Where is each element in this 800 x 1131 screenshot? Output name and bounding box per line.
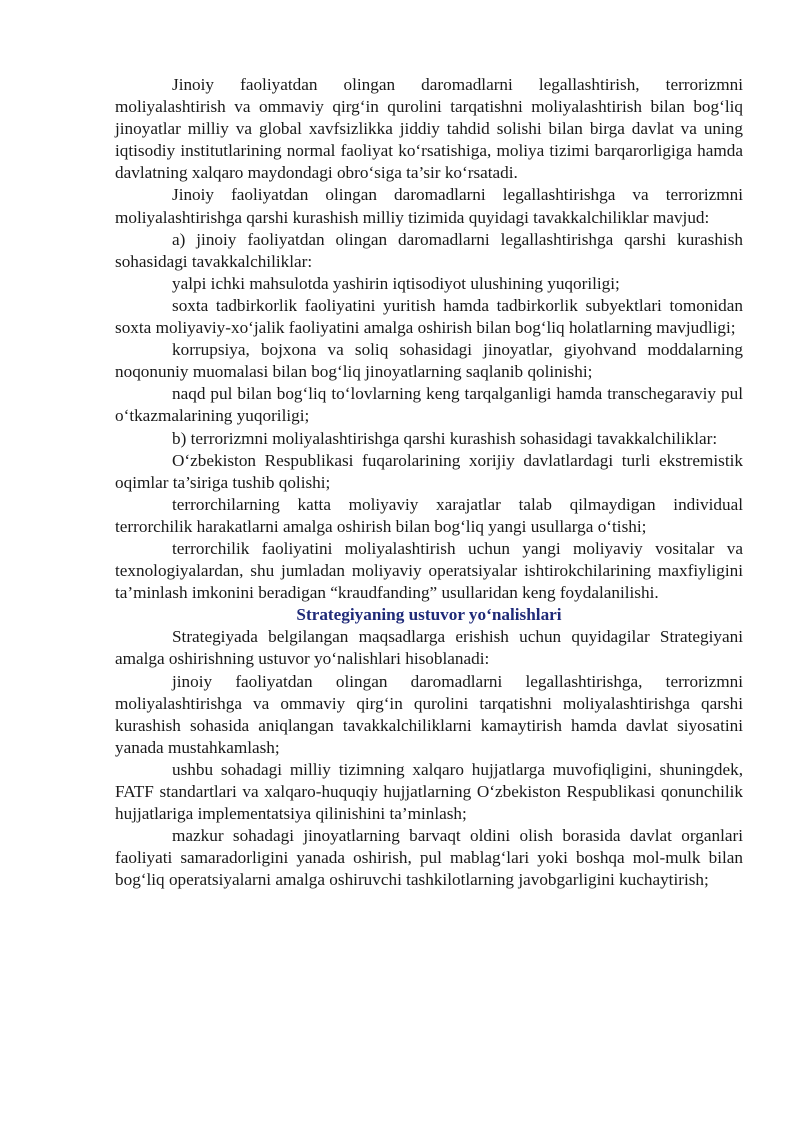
section-heading: Strategiyaning ustuvor yo‘nalishlari bbox=[296, 605, 562, 625]
list-item: soxta tadbirkorlik faoliyatini yuritish hamda tadbirkorlik subyektlari tomonidan soxta moliyaviy-xo‘jalik faoliyatini amalga oshirish bilan bog‘liq holatlarning mavjudligi; bbox=[115, 295, 743, 338]
paragraph: Jinoiy faoliyatdan olingan daromadlarni legallashtirish, terrorizmni moliyalashtirish va ommaviy qirg‘in qurolini tarqatishni moliyalashtirish bilan bog‘liq jinoyatlar milliy va global xavfsizlikka jiddiy tahdid solishi bilan birga davlat va uning iqtisodiy institutlarining normal faoliyat ko‘rsatishiga, moliya tizimi barqarorligiga hamda davlatning xalqaro maydondagi obro‘siga ta’sir ko‘rsatadi. bbox=[115, 75, 743, 183]
list-item: terrorchilik faoliyatini moliyalashtirish uchun yangi moliyaviy vositalar va texnologiyalardan, shu jumladan moliyaviy operatsiyalar ishtirokchilarining maxfiyligini ta’minlash imkonini beradigan “kraudfanding” usullaridan keng foydalanilishi. bbox=[115, 538, 743, 603]
list-item: korrupsiya, bojxona va soliq sohasidagi jinoyatlar, giyohvand moddalarning noqonuniy muomalasi bilan bog‘liq jinoyatlarning saqlanib qolinishi; bbox=[115, 340, 743, 382]
list-item: jinoiy faoliyatdan olingan daromadlarni legallashtirishga, terrorizmni moliyalashtirishga va ommaviy qirg‘in qurolini tarqatishni moliyalashtirishga qarshi kurashish sohasida aniqlangan tavakkalchiliklarni kamaytirish hamda davlat siyosatini yanada mustahkamlash; bbox=[115, 671, 743, 757]
list-item: O‘zbekiston Respublikasi fuqarolarining xorijiy davlatlardagi turli ekstremistik oqimlar ta’siriga tushib qolishi; bbox=[115, 450, 743, 492]
list-item: yalpi ichki mahsulotda yashirin iqtisodiyot ulushining yuqoriligi; bbox=[172, 273, 620, 293]
list-item: a) jinoiy faoliyatdan olingan daromadlarni legallashtirishga qarshi kurashish sohasidagi tavakkalchiliklar: bbox=[115, 229, 743, 271]
list-item: terrorchilarning katta moliyaviy xarajatlar talab qilmaydigan individual terrorchilik harakatlarni amalga oshirish bilan bog‘liq yangi usullarga o‘tishi; bbox=[115, 494, 743, 536]
list-item: b) terrorizmni moliyalashtirishga qarshi kurashish sohasidagi tavakkalchiliklar: bbox=[172, 428, 718, 448]
paragraph: Strategiyada belgilangan maqsadlarga erishish uchun quyidagilar Strategiyani amalga oshirishning ustuvor yo‘nalishlari hisoblanadi: bbox=[115, 627, 743, 669]
list-item: naqd pul bilan bog‘liq to‘lovlarning keng tarqalganligi hamda transchegaraviy pul o‘tkazmalarining yuqoriligi; bbox=[115, 384, 743, 426]
paragraph: Jinoiy faoliyatdan olingan daromadlarni legallashtirishga va terrorizmni moliyalashtirishga qarshi kurashish milliy tizimida quyidagi tavakkalchiliklar mavjud: bbox=[115, 185, 743, 227]
document-page bbox=[115, 74, 743, 891]
list-item: ushbu sohadagi milliy tizimning xalqaro hujjatlarga muvofiqligini, shuningdek, FATF standartlari va xalqaro-huquqiy hujjatlarning O‘zbekiston Respublikasi qonunchilik hujjatlariga implementatsiya qilinishini ta’minlash; bbox=[115, 759, 743, 824]
list-item: mazkur sohadagi jinoyatlarning barvaqt oldini olish borasida davlat organlari faoliyati samaradorligini yanada oshirish, pul mablag‘lari yoki boshqa mol-mulk bilan bog‘liq operatsiyalarni amalga oshiruvchi tashkilotlarning javobgarligini kuchaytirish; bbox=[115, 826, 743, 890]
